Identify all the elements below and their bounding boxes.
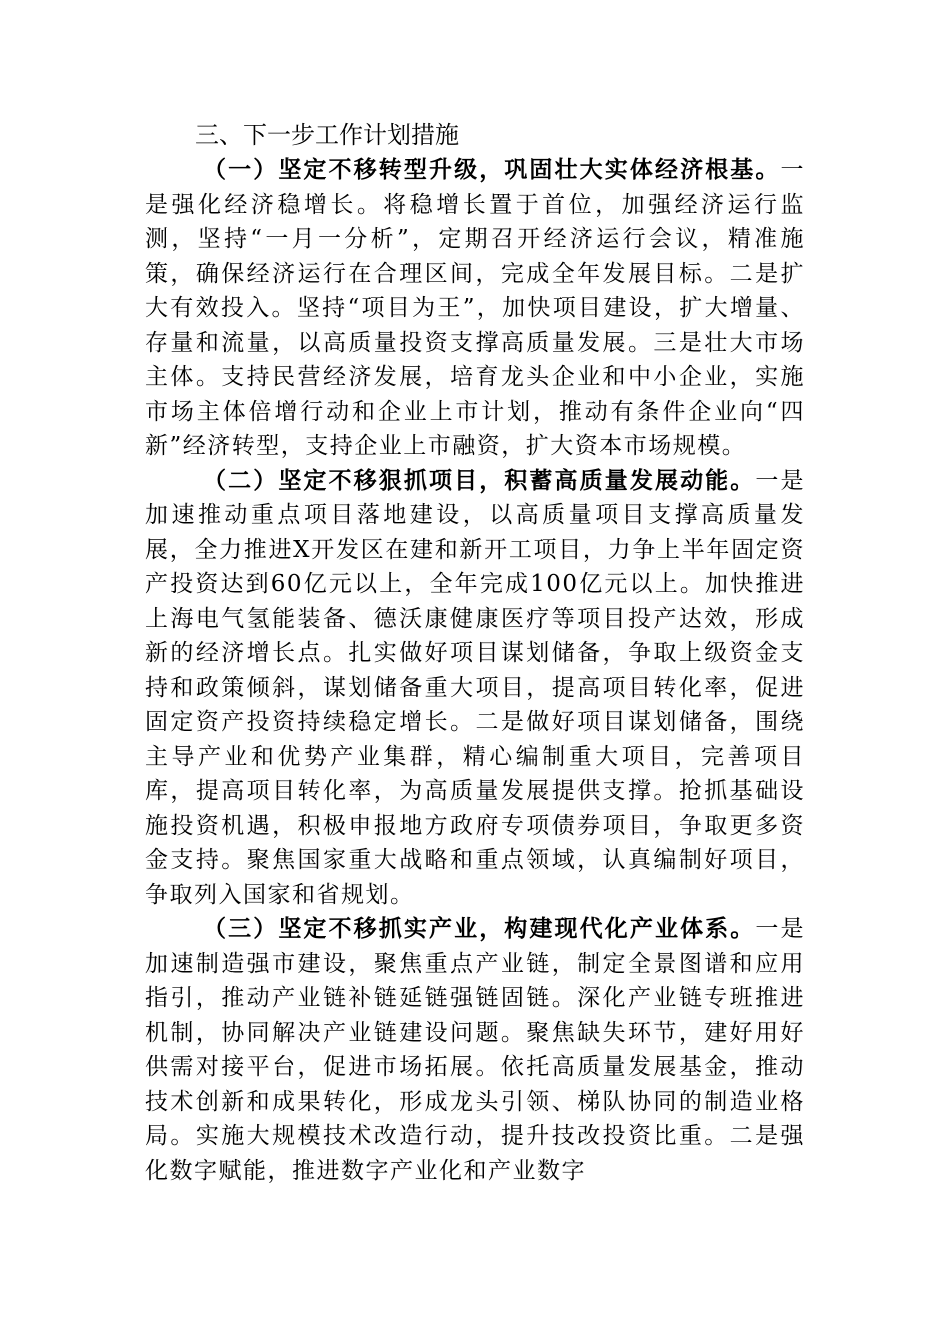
paragraph-3-heading: （三）坚定不移抓实产业，构建现代化产业体系。 — [203, 915, 756, 942]
paragraph-2-heading: （二）坚定不移狠抓项目，积蓄高质量发展动能。 — [203, 466, 756, 494]
paragraph-1 — [145, 153, 805, 464]
paragraph-3 — [145, 912, 805, 1188]
paragraph-2 — [145, 464, 805, 913]
section-heading: 三、下一步工作计划措施 — [195, 121, 459, 149]
paragraph-1-heading: （一）坚定不移转型升级，巩固壮大实体经济根基。 — [203, 156, 781, 183]
paragraph-3-text: 一是加速制造强市建设，聚焦重点产业链，制定全景图谱和应用指引，推动产业链补链延链强链固链。深化产业链专班推进机制，协同解决产业链建设问题。聚焦缺失环节，建好用好供需对接平台，促进市场拓展。依托高质量发展基金，推动技术创新和成果转化，形成龙头引领、梯队协同的制造业格局。实施大规模技术改造行动，提升技改投资比重。二是强化数字赋能，推进数字产业化和产业数字 — [145, 916, 806, 1184]
paragraph-1-text: 一是强化经济稳增长。将稳增长置于首位，加强经济运行监测，坚持“一月一分析”，定期召开经济运行会议，精准施策，确保经济运行在合理区间，完成全年发展目标。二是扩大有效投入。坚持“项目为王”，加快项目建设，扩大增量、存量和流量，以高质量投资支撑高质量发展。三是壮大市场主体。支持民营经济发展，培育龙头企业和中小企业，实施市场主体倍增行动和企业上市计划，推动有条件企业向“四新”经济转型，支持企业上市融资，扩大资本市场规模。 — [145, 157, 805, 459]
document-body — [145, 117, 805, 1188]
paragraph-2-text: 一是加速推动重点项目落地建设，以高质量项目支撑高质量发展，全力推进X开发区在建和新开工项目，力争上半年固定资产投资达到60亿元以上，全年完成100亿元以上。加快推进上海电气氢能装备、德沃康健康医疗等项目投产达效，形成新的经济增长点。扎实做好项目谋划储备，争取上级资金支持和政策倾斜，谋划储备重大项目，提高项目转化率，促进固定资产投资持续稳定增长。二是做好项目谋划储备，围绕主导产业和优势产业集群，精心编制重大项目，完善项目库，提高项目转化率，为高质量发展提供支撑。抢抓基础设施投资机遇，积极申报地方政府专项债券项目，争取更多资金支持。聚焦国家重大战略和重点领域，认真编制好项目，争取列入国家和省规划。 — [145, 467, 806, 908]
